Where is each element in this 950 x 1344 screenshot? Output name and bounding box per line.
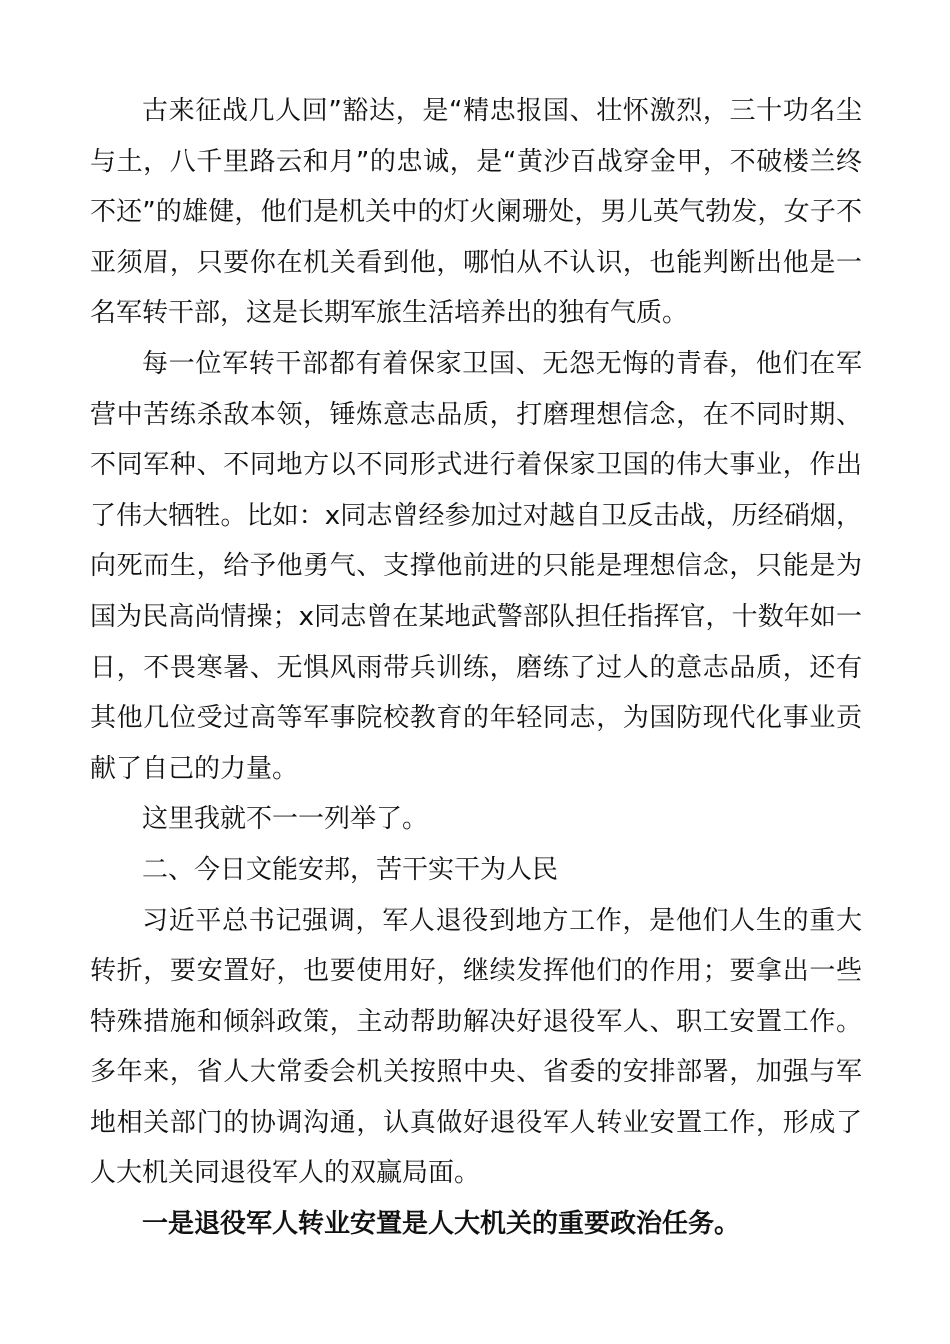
document-page <box>90 86 862 1250</box>
section-heading-two: 二、今日文能安邦，苦干实干为人民 <box>142 854 559 885</box>
paragraph-intro-heroes: 古来征战几人回”豁达，是“精忠报国、壮怀激烈，三十功名尘与土，八千里路云和月”的忠诚，是“黄沙百战穿金甲，不破楼兰终不还”的雄健，他们是机关中的灯火阑珊处，男儿英气勃发，女子不亚须眉，只要你在机关看到他，哪怕从不认识，也能判断出他是一名军转干部，这是长期军旅生活培养出的独有气质。 <box>90 96 862 329</box>
paragraph-not-listing: 这里我就不一一列举了。 <box>142 804 429 835</box>
paragraph-xi-quote: 习近平总书记强调，军人退役到地方工作，是他们人生的重大转折，要安置好，也要使用好，继续发挥他们的作用；要拿出一些特殊措施和倾斜政策，主动帮助解决好退役军人、职工安置工作。多年来，省人大常委会机关按照中央、省委的安排部署，加强与军地相关部门的协调沟通，认真做好退役军人转业安置工作，形成了人大机关同退役军人的双赢局面。 <box>90 905 862 1189</box>
paragraph-youth-sacrifice: 每一位军转干部都有着保家卫国、无怨无悔的青春，他们在军营中苦练杀敌本领，锤炼意志品质，打磨理想信念，在不同时期、不同军种、不同地方以不同形式进行着保家卫国的伟大事业，作出了伟大牺牲。比如：x同志曾经参加过对越自卫反击战，历经硝烟，向死而生，给予他勇气、支撑他前进的只能是理想信念，只能是为国为民高尚情操；x同志曾在某地武警部队担任指挥官，十数年如一日，不畏寒暑、无惧风雨带兵训练，磨练了过人的意志品质，还有其他几位受过高等军事院校教育的年轻同志，为国防现代化事业贡献了自己的力量。 <box>90 348 862 784</box>
bold-subheading-one: 一是退役军人转业安置是人大机关的重要政治任务。 <box>142 1209 741 1240</box>
